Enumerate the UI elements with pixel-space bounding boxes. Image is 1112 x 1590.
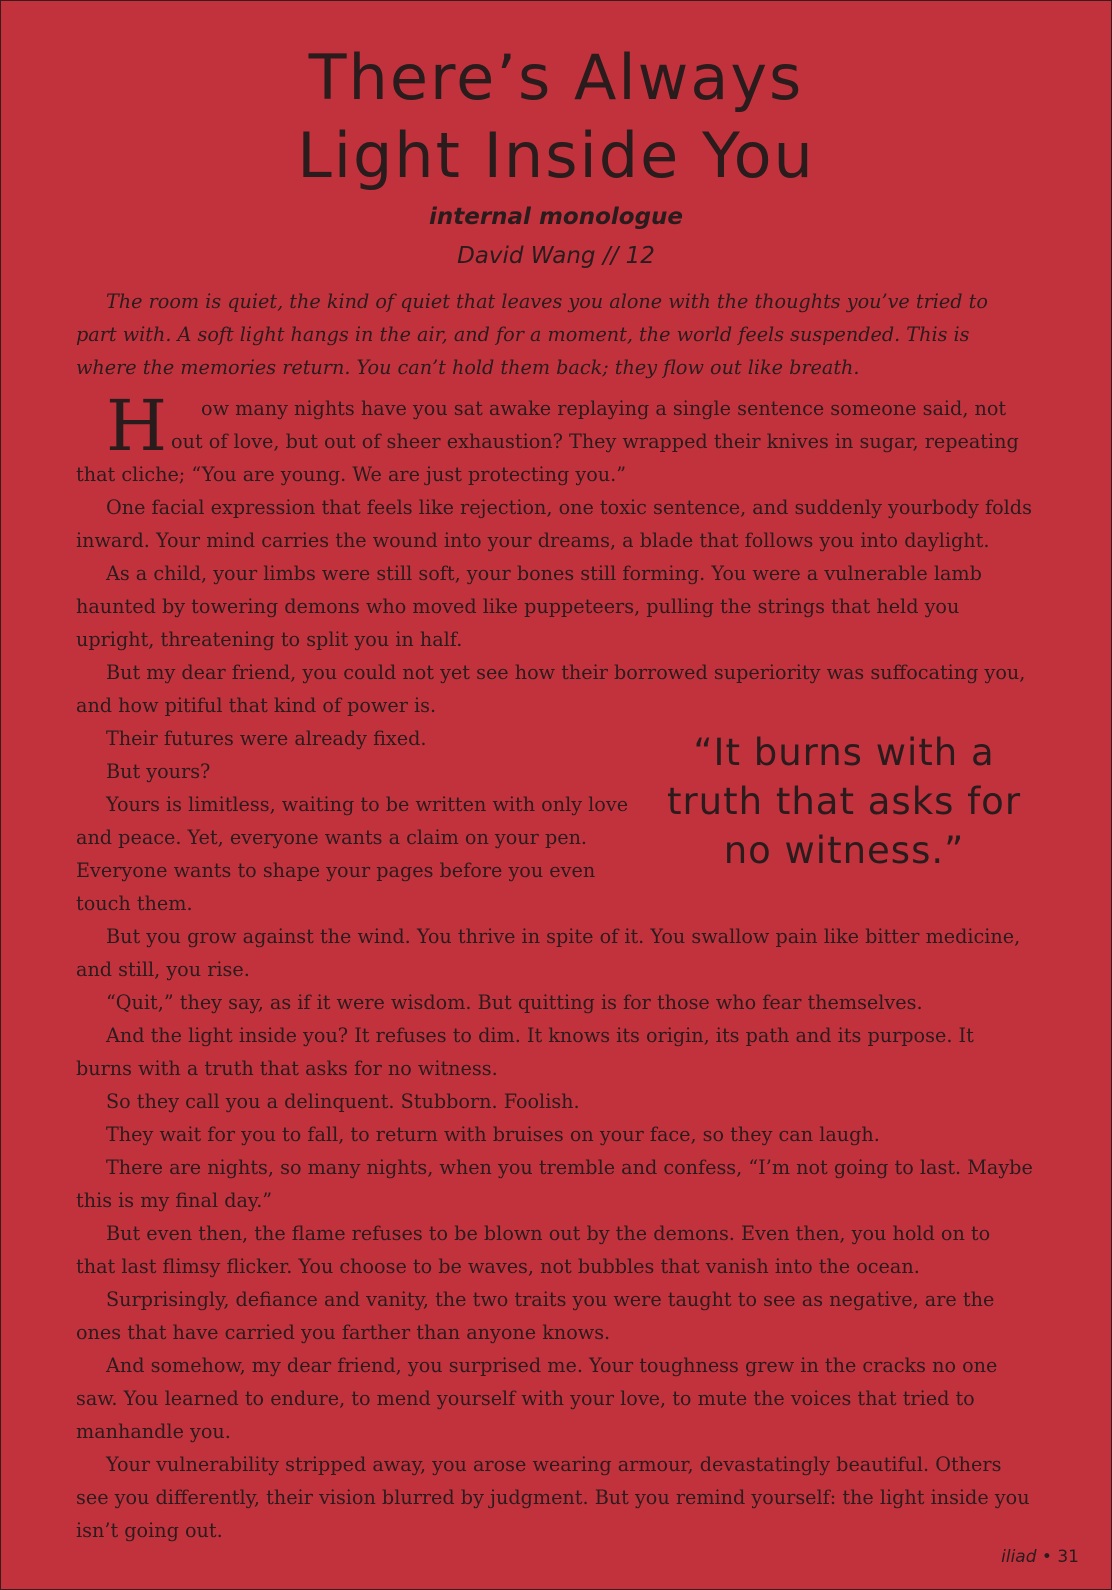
first-paragraph <box>76 385 1034 491</box>
body-paragraph: “Quit,” they say, as if it were wisdom. But quitting is for those who fear themselves. <box>106 991 923 1014</box>
body-paragraph: But yours? <box>106 760 211 783</box>
body-paragraph: They wait for you to fall, to return with bruises on your face, so they can laugh. <box>106 1123 880 1146</box>
body-paragraph: But my dear friend, you could not yet see how their borrowed superiority was suffocating you, and how pitiful that kind of power is. <box>76 661 1026 717</box>
body-paragraph: And somehow, my dear friend, you surprised me. Your toughness grew in the cracks no one saw. You learned to endure, to mend yourself with your love, to mute the voices that tried to manhandle you. <box>76 1354 998 1443</box>
page-footer <box>1001 1547 1079 1567</box>
title-line-2: Light Inside You <box>297 119 815 192</box>
page-number: 31 <box>1057 1547 1079 1567</box>
body-paragraph: And the light inside you? It refuses to dim. It knows its origin, its path and its purpose. It burns with a truth that asks for no witness. <box>76 1024 974 1080</box>
body-paragraph: Surprisingly, defiance and vanity, the two traits you were taught to see as negative, are the ones that have carried you farther than anyone knows. <box>76 1288 995 1344</box>
page-title <box>1 39 1111 195</box>
body-paragraph: But even then, the flame refuses to be blown out by the demons. Even then, you hold on to that last flimsy flicker. You choose to be waves, not bubbles that vanish into the ocean. <box>76 1222 991 1278</box>
intro-paragraph: The room is quiet, the kind of quiet that leaves you alone with the thoughts you’ve tried to part with. A soft light hangs in the air, and for a moment, the world feels suspended. This is where the memories return. You can’t hold them back; they flow out like breath. <box>76 290 988 379</box>
footer-separator: • <box>1041 1547 1052 1567</box>
body-paragraph: Their futures were already fixed. <box>106 727 427 750</box>
article-body <box>76 285 1034 1547</box>
genre-label: internal monologue <box>428 204 684 230</box>
first-paragraph-text: ow many nights have you sat awake replaying a single sentence someone said, not out of love, but out of sheer exhaustion? They wrapped their knives in sugar, repeating that cliche; “You are young. We are just protecting you.” <box>76 397 1019 486</box>
body-paragraph: One facial expression that feels like rejection, one toxic sentence, and suddenly yourbody folds inward. Your mind carries the wound into your dreams, a blade that follows you into daylight. <box>76 496 1032 552</box>
author-byline: David Wang // 12 <box>457 243 655 269</box>
body-paragraph: As a child, your limbs were still soft, your bones still forming. You were a vulnerable lamb haunted by towering demons who moved like puppeteers, pulling the strings that held you upright, threatening to split you in half. <box>76 562 982 651</box>
body-paragraph: But you grow against the wind. You thrive in spite of it. You swallow pain like bitter medicine, and still, you rise. <box>76 925 1021 981</box>
body-paragraph: Yours is limitless, waiting to be written with only love and peace. Yet, everyone wants a claim on your pen. Everyone wants to shape your pages before you even touch them. <box>76 793 629 915</box>
drop-cap: H <box>106 385 168 467</box>
pull-quote: “It burns with a truth that asks for no witness.” <box>666 731 1022 872</box>
body-paragraph: Your vulnerability stripped away, you arose wearing armour, devastatingly beautiful. Others see you differently, their vision blurred by judgment. But you remind yourself: the light inside you isn’t going out. <box>76 1453 1030 1542</box>
body-paragraph: There are nights, so many nights, when you tremble and confess, “I’m not going to last. Maybe this is my final day.” <box>76 1156 1033 1212</box>
body-paragraph: So they call you a delinquent. Stubborn. Foolish. <box>106 1090 580 1113</box>
title-line-1: There’s Always <box>308 41 804 114</box>
magazine-name: iliad <box>1001 1547 1037 1567</box>
